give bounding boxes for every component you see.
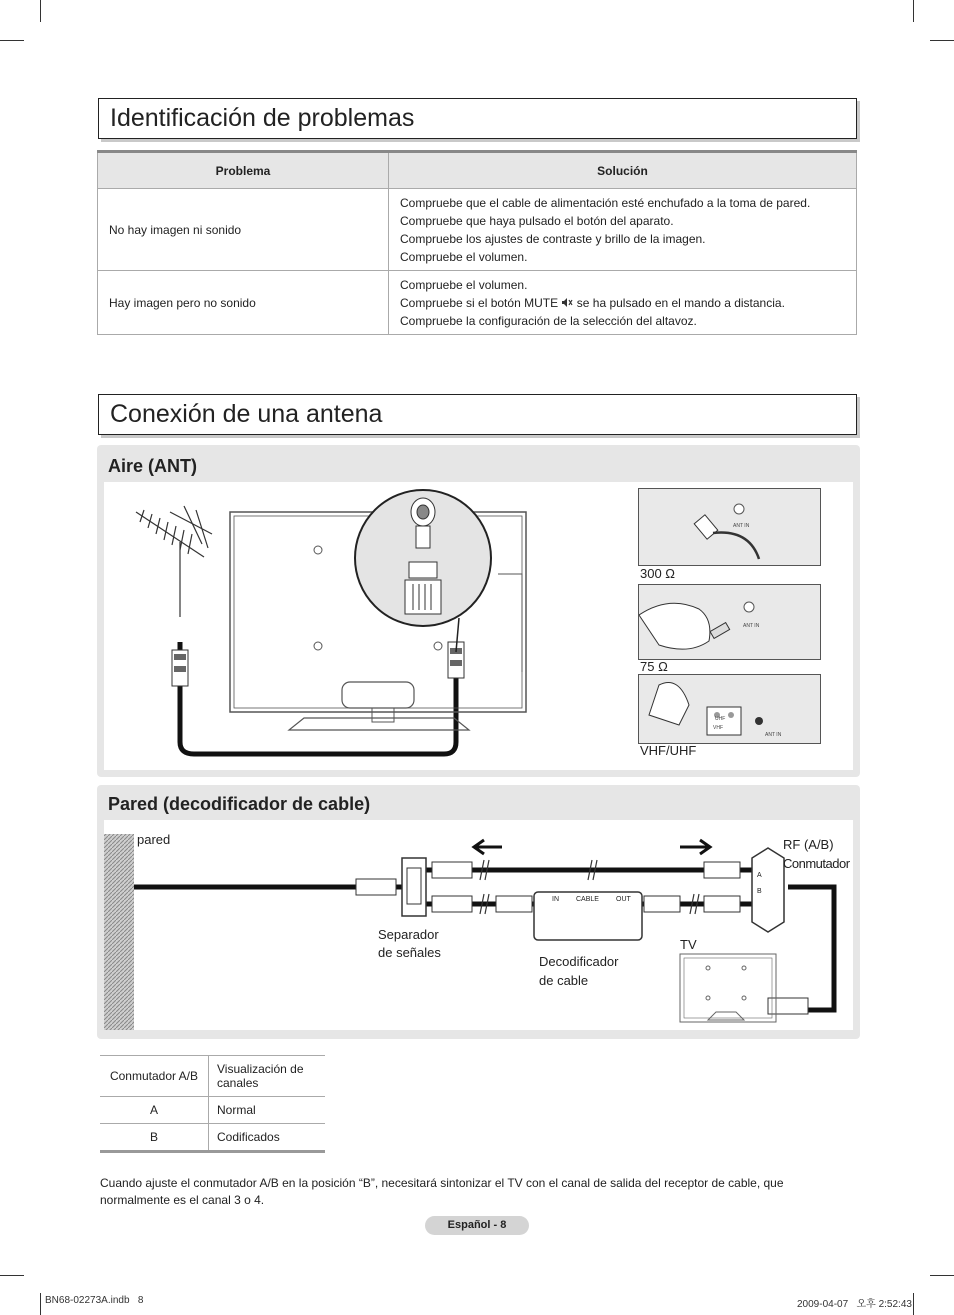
solution-line: Compruebe el volumen. <box>400 277 528 292</box>
uhf-label: UHF <box>715 716 726 722</box>
tv-icon <box>680 954 776 1022</box>
wall-label: pared <box>137 832 171 847</box>
ab-switch-table <box>100 1055 325 1153</box>
photo-75-ohm <box>638 584 821 660</box>
hand-connector-icon <box>639 585 820 659</box>
solution-text: se ha pulsado en el mando a distancia. <box>576 295 785 310</box>
crop-mark <box>913 0 914 22</box>
note-text: Cuando ajuste el conmutador A/B en la posición “B”, necesitará sintonizar el TV con el canal de salida del receptor de cable, que normalmente es el canal 3 o 4. <box>100 1176 784 1207</box>
air-title: Aire (ANT) <box>108 456 197 476</box>
crop-mark <box>913 1293 914 1315</box>
footer-date: 2009-04-07 오후 2:52:43 <box>797 1299 912 1310</box>
cable-connection-diagram <box>104 820 853 1030</box>
antenna-icon <box>136 506 212 617</box>
arrow-right-icon <box>680 840 710 854</box>
col-solution-header: Solución <box>389 152 857 189</box>
rf-ab-label: RF (A/B) <box>783 837 834 852</box>
splitter-label-line2: de señales <box>378 945 441 960</box>
decoder-label-line1: Decodificador <box>539 954 619 969</box>
antenna-title: Conexión de una antena <box>98 394 857 435</box>
tv-label: TV <box>680 937 697 952</box>
splitter-label-line1: Separador <box>378 927 439 942</box>
label-300-ohm: 300 Ω <box>640 566 676 581</box>
solution-line: Compruebe la configuración de la selección del altavoz. <box>400 313 697 328</box>
switch-b-label: B <box>757 888 762 895</box>
page-badge: Español - 8 <box>425 1216 529 1235</box>
solution-line: Compruebe los ajustes de contraste y brillo de la imagen. <box>400 231 706 246</box>
solution-line: Compruebe el volumen. <box>400 249 528 264</box>
arrow-left-icon <box>474 840 502 854</box>
box-cable-label: CABLE <box>576 896 599 903</box>
ant-in-label: ANT IN <box>733 523 750 529</box>
vhf-label: VHF <box>713 725 723 731</box>
switch-a-label: A <box>757 872 762 879</box>
crop-mark <box>0 1275 24 1276</box>
ab-display-cell: Codificados <box>209 1124 326 1152</box>
ab-switch-cell: A <box>100 1097 209 1124</box>
solution-line: Compruebe que haya pulsado el botón del aparato. <box>400 213 674 228</box>
ab-display-cell: Normal <box>209 1097 326 1124</box>
label-75-ohm: 75 Ω <box>640 659 668 674</box>
ant-in-label: ANT IN <box>743 623 760 629</box>
box-in-label: IN <box>552 896 559 903</box>
antenna-connector-icon <box>639 489 820 565</box>
solution-cell <box>389 271 857 335</box>
photo-300-ohm <box>638 488 821 566</box>
footer-file: BN68-02273A.indb 8 <box>45 1295 144 1306</box>
ant-in-label: ANT IN <box>765 732 782 738</box>
photo-vhf-uhf <box>638 674 821 744</box>
air-connection-diagram <box>104 482 634 770</box>
ab-head-col2: Visualización de canales <box>209 1056 326 1097</box>
problem-cell: Hay imagen pero no sonido <box>98 271 389 335</box>
wall-title: Pared (decodificador de cable) <box>108 794 371 814</box>
table-row <box>98 189 857 271</box>
crop-mark <box>40 0 41 22</box>
label-vhf-uhf: VHF/UHF <box>640 743 697 758</box>
solution-line <box>400 294 845 312</box>
wall-icon <box>104 834 134 1030</box>
table-row <box>100 1056 325 1097</box>
table-row <box>100 1097 325 1124</box>
solution-cell <box>389 189 857 271</box>
mute-icon <box>561 297 573 308</box>
box-out-label: OUT <box>616 896 631 903</box>
col-problem-header: Problema <box>98 152 389 189</box>
ab-switch-cell: B <box>100 1124 209 1152</box>
crop-mark <box>930 40 954 41</box>
table-row <box>98 271 857 335</box>
decoder-label-line2: de cable <box>539 973 589 988</box>
ab-head-col1: Conmutador A/B <box>100 1056 209 1097</box>
solution-line: Compruebe que el cable de alimentación esté enchufado a la toma de pared. <box>400 195 811 210</box>
crop-mark <box>0 40 24 41</box>
problem-cell: No hay imagen ni sonido <box>98 189 389 271</box>
combiner-icon <box>639 675 820 743</box>
troubleshooting-table <box>97 150 857 335</box>
troubleshooting-title: Identificación de problemas <box>98 98 857 139</box>
crop-mark <box>930 1275 954 1276</box>
solution-text: Compruebe si el botón MUTE <box>400 295 559 310</box>
switch-label: Conmutador <box>783 856 850 871</box>
table-row <box>100 1124 325 1152</box>
crop-mark <box>40 1293 41 1315</box>
